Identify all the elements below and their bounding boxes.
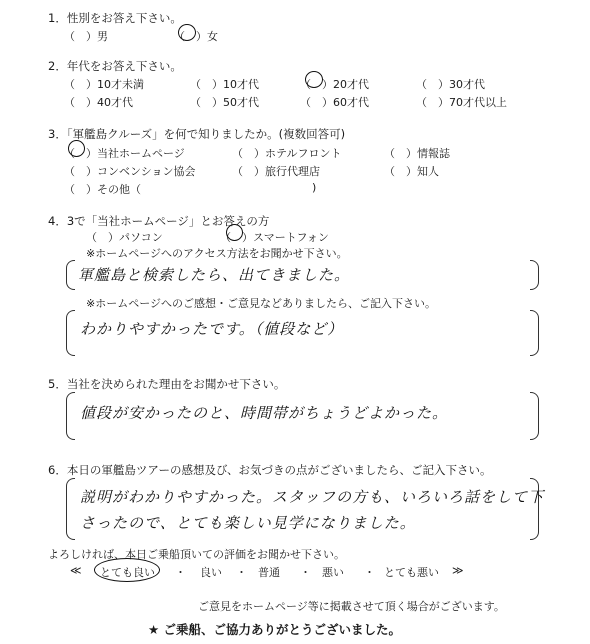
- rating-option-bad[interactable]: 悪い: [322, 566, 344, 579]
- rating-option-very-bad[interactable]: とても悪い: [384, 566, 439, 579]
- answer-box-left-bracket: [66, 478, 75, 540]
- q1-option-male[interactable]: （ ）男: [64, 30, 108, 43]
- q4-impression-prompt: ※ホームページへのご感想・ご意見などありましたら、ご記入下さい。: [86, 297, 436, 310]
- q3-option-travel-agency[interactable]: （ ）旅行代理店: [232, 165, 320, 178]
- rating-separator: ・: [175, 566, 186, 579]
- q2-title: 2．年代をお答え下さい。: [48, 59, 182, 73]
- q5-answer[interactable]: 値段が安かったのと、時間帯がちょうどよかった。: [80, 404, 449, 422]
- rating-separator: ・: [300, 566, 311, 579]
- q3-title: 3．「軍艦島クルーズ」を何で知りましたか。(複数回答可): [48, 127, 346, 141]
- answer-box-left-bracket: [66, 392, 75, 440]
- rating-option-average[interactable]: 普通: [258, 566, 280, 579]
- q6-title: 6．本日の軍艦島ツアーの感想及び、お気づきの点がございましたら、ご記入下さい。: [48, 463, 492, 477]
- q2-option-30s[interactable]: （ ）30才代: [416, 78, 485, 91]
- rating-option-good[interactable]: 良い: [200, 566, 222, 579]
- q2-option-under10[interactable]: （ ）10才未満: [64, 78, 144, 91]
- q3-option-homepage[interactable]: （ ）当社ホームページ: [64, 147, 185, 160]
- rating-close-bracket: ≫: [452, 564, 464, 577]
- q4-access-answer[interactable]: 軍艦島と検索したら、出てきました。: [78, 266, 351, 284]
- selection-circle: [305, 71, 323, 88]
- answer-box-right-bracket: [530, 260, 539, 290]
- q4-access-prompt: ※ホームページへのアクセス方法をお聞かせ下さい。: [86, 247, 348, 260]
- answer-box-left-bracket: [66, 310, 75, 356]
- q2-option-60s[interactable]: （ ）60才代: [300, 96, 369, 109]
- q2-option-20s[interactable]: （ ）20才代: [300, 78, 369, 91]
- q5-title: 5．当社を決められた理由をお聞かせ下さい。: [48, 377, 286, 391]
- selection-circle: [226, 224, 243, 241]
- rating-separator: ・: [236, 566, 247, 579]
- answer-box-right-bracket: [530, 392, 539, 440]
- answer-box-left-bracket: [66, 260, 75, 290]
- q2-option-70plus[interactable]: （ ）70才代以上: [416, 96, 507, 109]
- q3-other-close-paren: ): [312, 181, 317, 194]
- rating-separator: ・: [364, 566, 375, 579]
- q1-title: 1．性別をお答え下さい。: [48, 11, 182, 25]
- q3-option-magazine[interactable]: （ ）情報誌: [384, 147, 450, 160]
- q2-option-40s[interactable]: （ ）40才代: [64, 96, 133, 109]
- thanks-message: ★ ご乗船、ご協力ありがとうございました。: [148, 622, 402, 637]
- rating-option-very-good[interactable]: とても良い: [100, 566, 155, 579]
- selection-circle: [94, 558, 160, 582]
- q3-option-hotel-front[interactable]: （ ）ホテルフロント: [232, 147, 342, 160]
- rating-open-bracket: ≪: [70, 564, 82, 577]
- q4-impression-answer[interactable]: わかりやすかったです。（値段など）: [80, 320, 344, 338]
- q2-option-10s[interactable]: （ ）10才代: [190, 78, 259, 91]
- q4-option-smartphone[interactable]: （ ）スマートフォン: [220, 231, 329, 244]
- q6-answer-line-2[interactable]: さったので、とても楽しい見学になりました。: [80, 514, 416, 532]
- q1-option-female[interactable]: （ ）女: [174, 30, 218, 43]
- selection-circle: [178, 24, 196, 41]
- answer-box-right-bracket: [530, 310, 539, 356]
- q4-option-pc[interactable]: （ ）パソコン: [86, 231, 163, 244]
- q2-option-50s[interactable]: （ ）50才代: [190, 96, 259, 109]
- q3-option-friend[interactable]: （ ）知人: [384, 165, 439, 178]
- q3-option-convention[interactable]: （ ）コンベンション協会: [64, 165, 196, 178]
- selection-circle: [68, 140, 85, 157]
- q6-answer-line-1[interactable]: 説明がわかりやすかった。スタッフの方も、いろいろ話をして下: [80, 488, 545, 506]
- q4-title: 4．3で「当社ホームページ」とお答えの方: [48, 214, 270, 228]
- notice-text: ご意見をホームページ等に掲載させて頂く場合がございます。: [198, 600, 505, 613]
- rating-prompt: よろしければ、本日ご乗船頂いての評価をお聞かせ下さい。: [48, 548, 345, 561]
- q3-option-other[interactable]: （ ）その他（: [64, 183, 141, 196]
